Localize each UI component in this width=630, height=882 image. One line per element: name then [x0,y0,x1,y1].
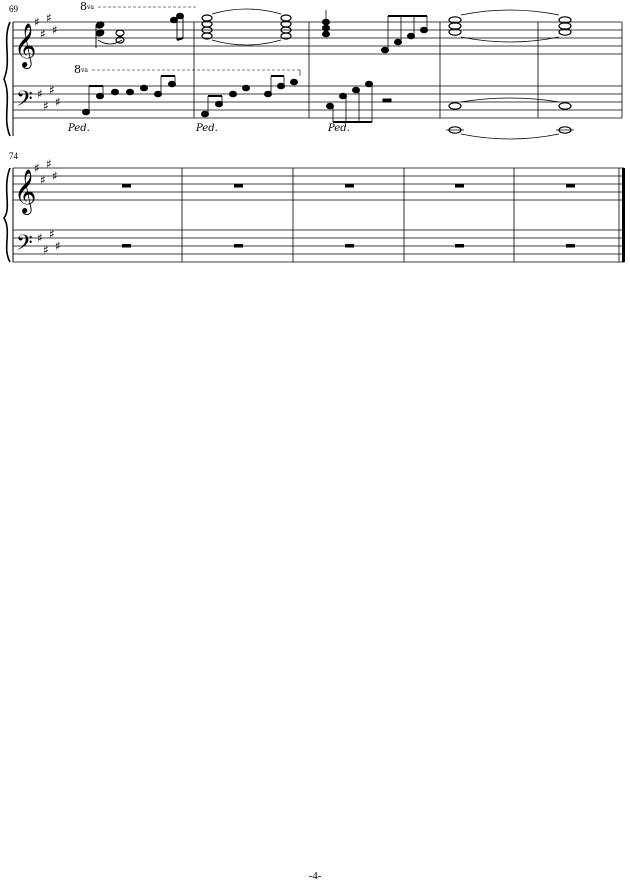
svg-text:♯: ♯ [52,169,58,183]
treble-key-signature [34,11,58,41]
page-number: -4- [308,870,322,882]
measure-69-bass [83,76,176,115]
bass-key-signature [37,83,61,113]
grand-staff-brace [4,22,10,136]
measure-72-73-bass [446,98,574,139]
measure-70-bass [202,76,298,117]
bass-staff-1 [13,86,622,118]
final-barline [622,168,625,262]
svg-text:♯: ♯ [49,227,55,241]
bass-clef-icon-2: 𝄢 [16,231,33,261]
measure-72-73-treble [449,10,571,42]
pedal-mark-69: Ped. [68,123,90,134]
svg-text:♯: ♯ [37,231,43,245]
bass-staff-2 [13,230,624,262]
treble-clef-icon: 𝄞 [14,23,37,67]
measure-71-treble [323,10,428,53]
svg-text:♯: ♯ [55,239,61,253]
bass-key-signature-2 [37,227,61,257]
treble-staff-1 [13,22,622,54]
svg-text:♯: ♯ [34,15,40,29]
treble-key-signature-2 [34,157,58,187]
svg-text:♯: ♯ [34,161,40,175]
pedal-mark-70: Ped. [196,123,218,134]
octave-mark-treble: 8va [80,0,94,13]
grand-staff-brace-2 [4,168,10,262]
svg-text:♯: ♯ [46,157,52,171]
bass-clef-icon: 𝄢 [16,87,33,117]
svg-text:♯: ♯ [37,87,43,101]
treble-staff-2 [13,168,624,200]
treble-clef-icon-2: 𝄞 [14,169,37,213]
measure-69-treble [95,13,183,48]
svg-text:♯: ♯ [43,243,49,257]
system-2 [4,168,625,262]
svg-text:♯: ♯ [40,173,46,187]
system-1 [4,22,622,136]
pedal-mark-71: Ped. [328,123,350,134]
octave-mark-bass: 8va [74,63,88,76]
svg-text:♯: ♯ [49,83,55,97]
measure-70-treble [202,9,291,45]
barlines-2 [182,168,619,262]
svg-text:♯: ♯ [55,95,61,109]
measure-71-bass [327,81,392,122]
svg-text:♯: ♯ [40,27,46,41]
music-score [0,0,630,300]
svg-text:♯: ♯ [46,11,52,25]
svg-text:♯: ♯ [52,23,58,37]
measure-number-74: 74 [9,151,18,161]
measure-number-69: 69 [9,4,18,14]
svg-text:♯: ♯ [43,99,49,113]
